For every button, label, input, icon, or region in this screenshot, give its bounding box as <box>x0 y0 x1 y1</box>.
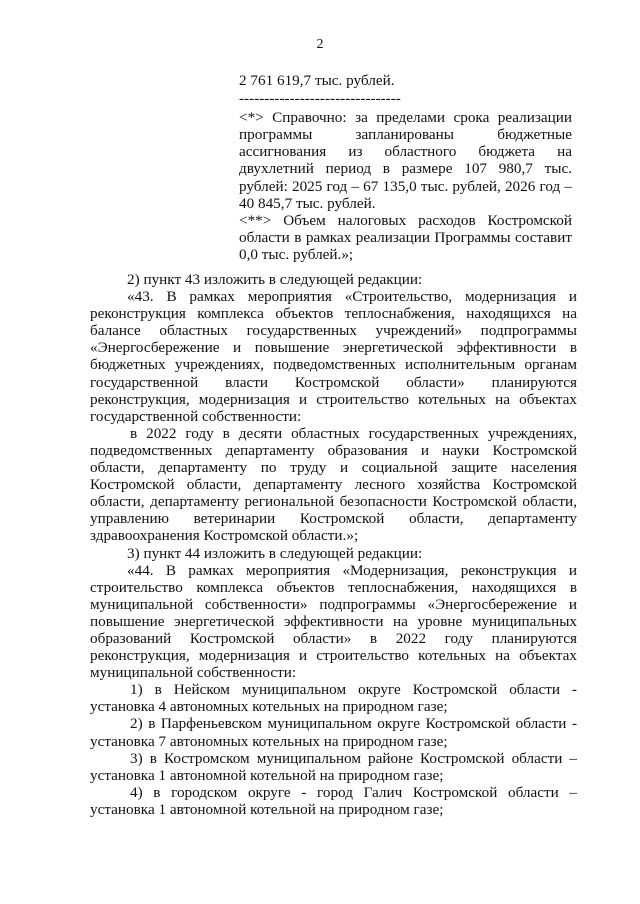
list-item-galich: 4) в городском округе - город Галич Костромской области – установка 1 автономной котельной на природном газе; <box>90 783 577 818</box>
list-item-neya: 1) в Нейском муниципальном округе Костромской области - установка 4 автономных котельных на природном газе; <box>90 681 577 716</box>
list-item-kostroma-district: 3) в Костромском муниципальном районе Костромской области – установка 1 автономной котельной на природном газе; <box>90 749 577 784</box>
budget-total: 2 761 619,7 тыс. рублей. <box>239 72 395 89</box>
list-item-parfenyevo: 2) в Парфеньевском муниципальном округе Костромской области - установка 7 автономных котельных на природном газе; <box>90 715 577 750</box>
paragraph-2022-institutions: в 2022 году в десяти областных государственных учреждениях, подведомственных департаменту образования и науки Костромской области, департаменту по труду и социальной защите населения Костромской области, департаменту лесного хозяйства Костромской области, департаменту региональной безопасности Костромской области, управлению ветеринарии Костромской области, департаменту здравоохранения Костромской области.»; <box>90 424 577 545</box>
footnote-reference-note: <*> Справочно: за пределами срока реализации программы запланированы бюджетные ассигнования из областного бюджета на двухлетний период в размере 107 980,7 тыс. рублей: 2025 год – 67 135,0 тыс. рублей, 2026 год – 40 845,7 тыс. рублей. <box>239 109 572 212</box>
footnote-separator: -------------------------------- <box>239 90 401 108</box>
paragraph-point-43: «43. В рамках мероприятия «Строительство, модернизация и реконструкция комплекса объектов теплоснабжения, находящихся на балансе областных государственных учреждений» подпрограммы «Энергосбережение и повышение энергетической эффективности в бюджетных учреждениях, подведомственных исполнительным органам государственной власти Костромской области» планируются реконструкция, модернизация и строительство котельных на объектах государственной собственности: <box>90 288 577 425</box>
paragraph-point-44: «44. В рамках мероприятия «Модернизация, реконструкция и строительство комплекса объектов теплоснабжения, находящихся в муниципальной собственности» подпрограммы «Энергосбережение и повышение энергетической эффективности на уровне муниципальных образований Костромской области» в 2022 году планируются реконструкция, модернизация и строительство котельных на объектах муниципальной собственности: <box>90 561 577 682</box>
footnote-tax-expenses: <**> Объем налоговых расходов Костромской области в рамках реализации Программы составит 0,0 тыс. рублей.»; <box>239 211 572 263</box>
paragraph-item-3: 3) пункт 44 изложить в следующей редакции: <box>127 544 423 562</box>
document-body <box>90 271 577 818</box>
paragraph-item-2: 2) пункт 43 изложить в следующей редакции: <box>127 271 423 288</box>
table-footnote-block <box>239 72 572 263</box>
page-number: 2 <box>316 37 324 52</box>
